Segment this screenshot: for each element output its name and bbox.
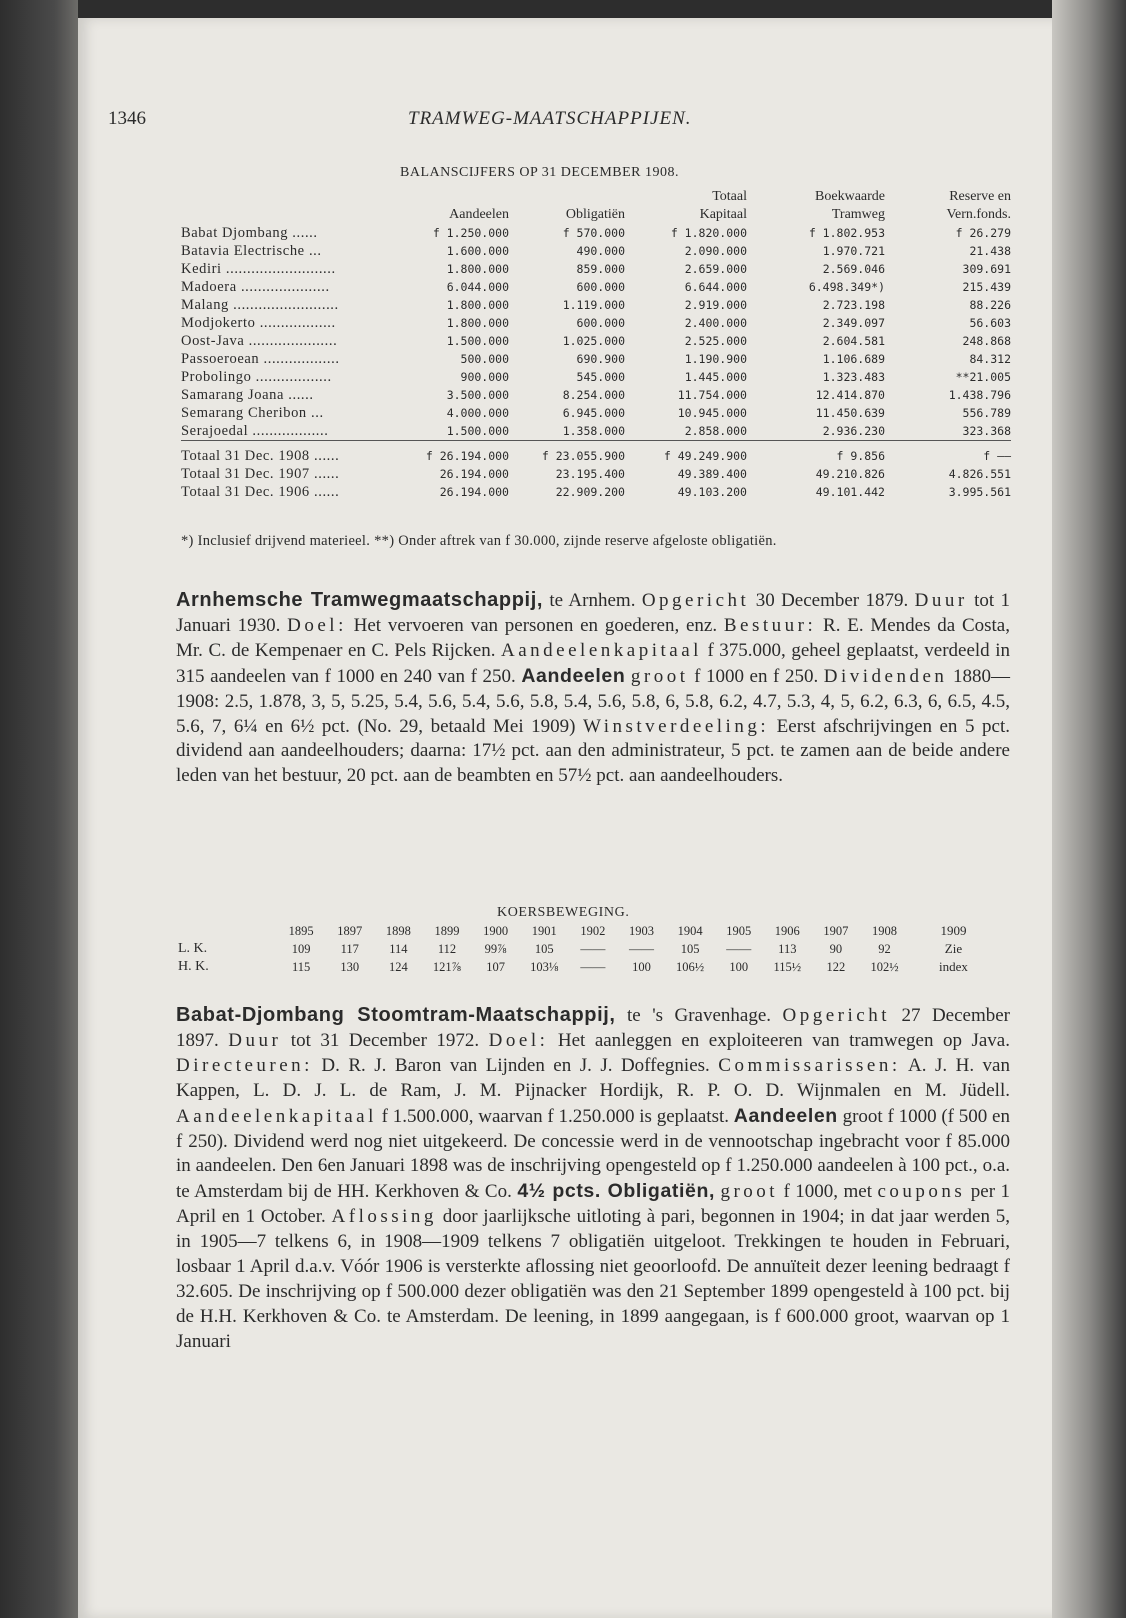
obligatien-cell: 23.195.400 [555,467,625,481]
boekwaarde-cell: 2.349.097 [822,316,885,330]
koers-year: 1902 [580,924,606,938]
koers-year: 1900 [483,924,509,938]
aandeelen-cell: 6.044.000 [446,280,509,294]
company-cell: Batavia Electrische ... [181,243,322,259]
entry-text: door jaarlijksche uitloting à pari, begonnen in 1904; in dat jaar werden 5, in 1905—7 telkens 6, in 1908—1909 telkens 7 obligatiën uitgeloot. Trekkingen te houden in Februari, losbaar 1 April d.a.v. Vóór 1906 is versterkte aflossing niet geoorloofd. De annuïteit dezer leening bedraagt f 32.605. De inschrijving op f 500.000 dezer obligatiën was den 21 September 1899 opengesteld à 100 pct. bij de H.H. Kerkhoven & Co. te Amsterdam. De leening, in 1899 aangegaan, is f 600.000 groot, waarvan op 1 Januari [176,1206,1010,1352]
koers-value: 105 [534,942,554,956]
koers-row-label: L. K. [178,941,208,956]
label-aandeelenkapitaal: Aandeelenkapitaal [176,1105,377,1127]
reserve-cell: **21.005 [955,370,1011,384]
table-row [181,422,1011,441]
kapitaal-cell: 2.090.000 [684,244,747,258]
boekwaarde-cell: f 9.856 [836,449,885,463]
entry-text: tot 1 Januari 1930. [176,590,1010,636]
company-cell: Babat Djombang ...... [181,225,318,241]
aandeelen-cell: f 1.250.000 [432,226,509,240]
table-row [181,260,1011,278]
obligatien-cell: 1.025.000 [562,334,625,348]
koers-year-row [178,922,998,940]
running-title: TRAMWEG-MAATSCHAPPIJEN. [408,108,692,129]
kapitaal-cell: 2.525.000 [684,334,747,348]
table-row [181,386,1011,404]
koers-corner [178,922,277,940]
aandeelen-cell: 1.500.000 [446,424,509,438]
label-aflossing: Aflossing [331,1206,437,1228]
koers-year: 1898 [385,924,411,938]
aandeelen-cell: 26.194.000 [439,467,509,481]
reserve-cell: 323.368 [962,424,1011,438]
label-commissarissen: Commissarissen: [718,1054,901,1076]
col-header-top: Totaal [712,189,747,204]
koers-value: 115½ [773,960,802,974]
boekwaarde-cell: 1.970.721 [822,244,885,258]
koers-year: 1908 [872,924,898,938]
koers-value: 103⅛ [530,960,559,974]
boekwaarde-cell: 1.323.483 [822,370,885,384]
company-cell: Madoera ..................... [181,279,330,295]
koers-year: 1903 [628,924,654,938]
reserve-cell: 84.312 [969,352,1011,366]
koers-row [178,958,998,976]
balance-table-title: BALANSCIJFERS OP 31 DECEMBER 1908. [400,165,680,180]
table-row [181,368,1011,386]
entry-babat-djombang [176,1003,1010,1355]
company-name: Babat-Djombang Stoomtram-Maatschappij, [176,1004,616,1026]
obligatien-cell: 1.358.000 [562,424,625,438]
col-header: Aandeelen [449,207,509,222]
reserve-cell: 1.438.796 [948,388,1011,402]
entry-arnhemsche [176,588,1010,789]
aandeelen-cell: 1.800.000 [446,316,509,330]
koers-year: 1897 [337,924,363,938]
koersbeweging-title: KOERSBEWEGING. [497,905,630,920]
koers-year: 1907 [823,924,849,938]
obligatien-cell: 490.000 [576,244,625,258]
entry-text: te Arnhem. [543,590,642,611]
obligatien-cell: 1.119.000 [562,298,625,312]
obligatien-cell: 8.254.000 [562,388,625,402]
page-number: 1346 [108,108,146,129]
koers-row [178,940,998,958]
obligatien-cell: 600.000 [576,316,625,330]
koers-year: 1909 [940,923,967,938]
aandeelen-cell: 1.800.000 [446,298,509,312]
company-cell: Probolingo .................. [181,369,332,385]
kapitaal-cell: 1.190.900 [684,352,747,366]
col-header: Tramweg [831,207,885,222]
reserve-cell: 88.226 [969,298,1011,312]
page-header [108,108,1008,138]
obligatien-cell: f 23.055.900 [541,449,625,463]
obligatien-cell: f 570.000 [562,226,625,240]
boekwaarde-cell: 6.498.349*) [808,280,885,294]
koers-year: 1906 [774,924,800,938]
col-header-top: Boekwaarde [815,189,885,204]
kapitaal-cell: 49.103.200 [677,485,747,499]
koers-value: 107 [486,960,505,974]
kapitaal-cell: 11.754.000 [677,388,747,402]
entry-text: per 1 April en 1 October. [176,1181,1011,1228]
obligatien-cell: 22.909.200 [555,485,625,499]
label-bestuur: Bestuur: [723,614,817,636]
koers-value: 124 [388,960,408,974]
koers-year: 1904 [677,924,703,938]
kapitaal-cell: 49.389.400 [677,467,747,481]
boekwaarde-cell: 2.604.581 [822,334,885,348]
company-cell: Totaal 31 Dec. 1908 ...... [181,448,340,464]
col-header-top [403,188,509,206]
aandeelen-cell: 1.600.000 [446,244,509,258]
kapitaal-cell: 2.400.000 [684,316,747,330]
koers-value: 99⅞ [484,942,507,956]
label-opgericht: Opgericht [641,590,750,611]
kapitaal-cell: 2.858.000 [684,424,747,438]
entry-text: f 1000, met [778,1181,878,1203]
company-cell: Kediri .......................... [181,261,336,277]
reserve-cell: f 26.279 [955,226,1011,240]
boekwaarde-cell: 49.101.442 [815,485,885,499]
book-gutter [1052,0,1126,1618]
aandeelen-cell: 900.000 [460,370,509,384]
table-row [181,350,1011,368]
label-coupons: coupons [877,1181,966,1203]
label-directeuren: Directeuren: [176,1054,313,1076]
kapitaal-cell: 1.445.000 [684,370,747,384]
koers-value: 92 [878,942,891,956]
label-aandeelen: Aandeelen [733,1104,838,1127]
obligatien-cell: 6.945.000 [562,406,625,420]
obligatien-cell: 859.000 [576,262,625,276]
koers-value: 109 [291,942,311,956]
table-row [181,332,1011,350]
koers-year: 1901 [531,924,557,938]
koers-value: 100 [729,960,749,974]
boekwaarde-cell: 2.569.046 [822,262,885,276]
aandeelen-cell: f 26.194.000 [425,449,509,463]
company-name: Arnhemsche Tramwegmaatschappij, [176,589,544,611]
total-row [181,483,1011,501]
kapitaal-cell: f 49.249.900 [663,449,747,463]
kapitaal-cell: 6.644.000 [684,280,747,294]
entry-text: f 375.000, geheel geplaatst, verdeeld in 315 aandeelen van f 1000 en 240 van f 250. [176,639,1011,687]
aandeelen-cell: 4.000.000 [446,406,509,420]
label-obligatien: 4½ pcts. Obligatiën, [517,1180,715,1203]
koers-value: 117 [340,942,359,956]
reserve-cell: 21.438 [969,244,1011,258]
koers-year: 1905 [726,924,752,938]
scan-top-border [0,0,1126,18]
balance-footnote: *) Inclusief drijvend materieel. **) Onder aftrek van f 30.000, zijnde reserve afgeloste obligatiën. [181,533,777,549]
label-duur: Duur [914,590,968,611]
reserve-cell: 4.826.551 [948,467,1011,481]
company-cell: Semarang Cheribon ... [181,405,324,421]
table-row [181,242,1011,260]
koersbeweging-table [178,922,998,976]
aandeelen-cell: 1.800.000 [446,262,509,276]
koers-value: —— [580,960,606,974]
aandeelen-cell: 1.500.000 [446,334,509,348]
reserve-cell: 3.995.561 [948,485,1011,499]
company-cell: Totaal 31 Dec. 1907 ...... [181,466,340,482]
label-doel: Doel: [287,614,347,636]
obligatien-cell: 545.000 [576,370,625,384]
entry-text: R. E. Mendes da Costa, Mr. C. de Kempenaer en C. Pels Rijcken. [176,614,1010,661]
kapitaal-cell: 2.659.000 [684,262,747,276]
boekwaarde-cell: 11.450.639 [815,406,885,420]
koers-value: 90 [829,942,843,956]
kapitaal-cell: 10.945.000 [677,406,747,420]
koers-value: index [938,959,968,974]
company-cell: Malang ......................... [181,297,339,313]
entry-text: A. J. H. van Kappen, L. D. J. L. de Ram, J. M. Pijnacker Hordijk, R. P. O. D. Wijnmalen en M. Jüdell. [176,1054,1010,1101]
reserve-cell: 56.603 [969,316,1011,330]
koers-value: 114 [389,942,408,956]
company-cell: Modjokerto .................. [181,315,336,331]
koers-value: 130 [340,960,360,974]
table-row [181,404,1011,422]
kapitaal-cell: f 1.820.000 [670,226,747,240]
boekwaarde-cell: 49.210.826 [815,467,885,481]
koers-value: —— [580,942,606,956]
aandeelen-cell: 26.194.000 [439,485,509,499]
company-cell: Samarang Joana ...... [181,387,314,403]
balance-header-row [181,206,1011,224]
entry-text: f 1.500.000, waarvan f 1.250.000 is geplaatst. [376,1105,734,1127]
label-groot: groot [630,665,689,687]
total-row [181,465,1011,483]
koers-row-label: H. K. [178,959,209,974]
company-cell: Oost-Java ..................... [181,333,338,349]
koers-value: —— [628,942,654,956]
reserve-cell: 556.789 [962,406,1011,420]
company-cell: Serajoedal .................. [181,423,329,439]
label-duur: Duur [228,1029,282,1051]
aandeelen-cell: 3.500.000 [446,388,509,402]
boekwaarde-cell: f 1.802.953 [808,226,885,240]
col-header: Vern.fonds. [946,207,1011,222]
reserve-cell: 309.691 [962,262,1011,276]
boekwaarde-cell: 2.936.230 [822,424,885,438]
entry-text: 27 December 1897. [176,1005,1011,1051]
koers-value: 113 [778,942,797,956]
table-row [181,314,1011,332]
label-opgericht: Opgericht [782,1005,890,1026]
obligatien-cell: 690.900 [576,352,625,366]
col-header-top [509,188,625,206]
entry-text: Eerst afschrijvingen en 5 pct. dividend aan aandeelhouders; daarna: 17½ pct. aan den administrateur, 5 pct. te zamen aan de beide andere leden van het bestuur, 20 pct. aan de beambten en 57½ pct. aan aandeelhouders. [176,715,1010,787]
koers-value: 105 [680,942,700,956]
entry-text: Het aanleggen en exploiteeren van tramwegen op Java. [548,1029,1010,1051]
scan-left-border [0,0,78,1618]
koers-value: 100 [632,960,651,974]
koers-value: 106½ [676,960,705,974]
label-dividenden: Dividenden [823,665,948,687]
total-row [181,447,1011,465]
reserve-cell: 248.868 [962,334,1011,348]
reserve-cell: f —— [983,449,1011,463]
koers-year: 1895 [288,924,314,938]
koers-value: 121⅞ [432,960,462,974]
entry-text: 1880—1908: 2.5, 1.878, 3, 5, 5.25, 5.4, 5.6, 5.4, 5.6, 5.8, 5.4, 5.6, 5.8, 6, 5.8, 6.2, 4.7, 5.3, 4, 5, 6.2, 6.3, 6, 6.5, 4.5, 5.6, 7, 6¼ en 6½ pct. (No. 29, betaald Mei 1909) [176,665,1011,737]
reserve-cell: 215.439 [962,280,1011,294]
table-row [181,278,1011,296]
label-aandeelenkapitaal: Aandeelenkapitaal [501,639,702,661]
boekwaarde-cell: 12.414.870 [815,388,885,402]
company-cell: Totaal 31 Dec. 1906 ...... [181,484,340,500]
col-header-top: Reserve en [949,189,1011,204]
balance-header-row-top [181,188,1011,206]
koers-value: 115 [292,960,311,974]
balance-table [181,188,1011,501]
obligatien-cell: 600.000 [576,280,625,294]
entry-text: Het vervoeren van personen en goederen, enz. [346,614,724,636]
entry-text: D. R. J. Baron van Lijnden en J. J. Doffegnies. [312,1054,719,1076]
label-winstverdeeling: Winstverdeeling: [583,715,770,737]
koers-year: 1899 [434,924,460,938]
entry-text: groot f 1000 (f 500 en f 250). Dividend werd nog niet uitgekeerd. De concessie werd in de vennootschap ingebracht voor f 85.000 in aandeelen. Den 6en Januari 1898 was de inschrijving opengesteld op f 1.250.000 aandeelen à 100 pct., o.a. te Amsterdam bij de HH. Kerkhoven & Co. [176,1105,1010,1203]
kapitaal-cell: 2.919.000 [684,298,747,312]
table-row [181,296,1011,314]
company-cell: Passoeroean .................. [181,351,340,367]
entry-text: te 's Gravenhage. [615,1005,783,1026]
koers-value: 102½ [870,960,899,974]
table-row [181,224,1011,242]
entry-text: f 1000 en f 250. [688,665,824,687]
entry-text: tot 31 December 1972. [281,1029,489,1051]
koers-value: —— [726,942,752,956]
label-aandeelen: Aandeelen [521,664,626,687]
boekwaarde-cell: 2.723.198 [822,298,885,312]
col-header: Obligatiën [565,207,625,222]
koers-value: 112 [437,942,457,956]
aandeelen-cell: 500.000 [460,352,509,366]
label-groot: groot [720,1181,779,1203]
boekwaarde-cell: 1.106.689 [822,352,885,366]
entry-text: 30 December 1879. [749,590,915,611]
koers-value: 122 [826,960,846,974]
label-doel: Doel: [488,1029,549,1051]
col-header: Kapitaal [699,207,747,222]
koers-value: Zie [944,941,963,956]
